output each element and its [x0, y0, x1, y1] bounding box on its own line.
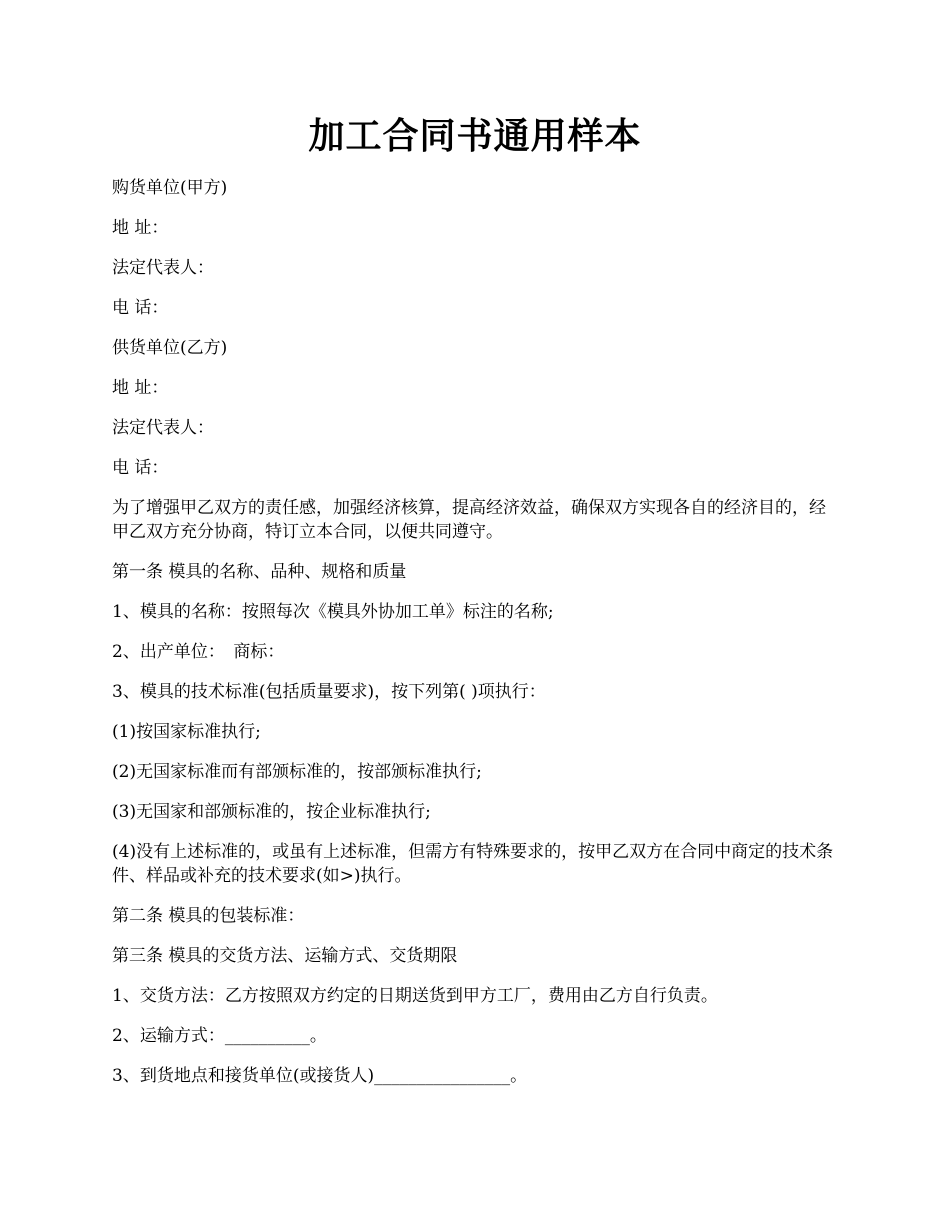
paragraph-article-3-item-3: 3、到货地点和接货单位(或接货人)________________。 [112, 1066, 528, 1086]
paragraph-supplier-unit: 供货单位(乙方) [112, 338, 228, 358]
document-title: 加工合同书通用样本 [308, 115, 642, 157]
paragraph-preamble: 为了增强甲乙双方的责任感，加强经济核算，提高经济效益，确保双方实现各自的经济目的，经甲乙双方充分协商，特订立本合同，以便共同遵守。 [112, 498, 826, 542]
paragraph-article-2-heading: 第二条 模具的包装标准： [112, 906, 305, 926]
paragraph-supplier-representative: 法定代表人： [112, 418, 214, 438]
paragraph-standard-1: (1)按国家标准执行; [112, 722, 261, 742]
paragraph-standard-3: (3)无国家和部颁标准的，按企业标准执行; [112, 802, 431, 822]
paragraph-buyer-unit: 购货单位(甲方) [112, 178, 228, 198]
paragraph-standard-2: (2)无国家标准而有部颁标准的，按部颁标准执行; [112, 762, 482, 782]
document-body [112, 176, 842, 1104]
paragraph-article-1-item-2: 2、出产单位： 商标： [112, 642, 285, 662]
paragraph-article-3-heading: 第三条 模具的交货方法、运输方式、交货期限 [112, 946, 458, 966]
paragraph-supplier-address: 地 址： [112, 378, 169, 398]
paragraph-article-1-item-3: 3、模具的技术标准(包括质量要求)，按下列第( )项执行： [112, 682, 546, 702]
paragraph-article-3-item-2: 2、运输方式：__________。 [112, 1026, 327, 1046]
paragraph-article-1-heading: 第一条 模具的名称、品种、规格和质量 [112, 562, 407, 582]
paragraph-buyer-phone: 电 话： [112, 298, 169, 318]
paragraph-buyer-representative: 法定代表人： [112, 258, 214, 278]
paragraph-buyer-address: 地 址： [112, 218, 169, 238]
paragraph-standard-4: (4)没有上述标准的，或虽有上述标准，但需方有特殊要求的，按甲乙双方在合同中商定的技术条件、样品或补充的技术要求(如>)执行。 [112, 842, 834, 886]
paragraph-article-1-item-1: 1、模具的名称：按照每次《模具外协加工单》标注的名称; [112, 602, 554, 622]
paragraph-article-3-item-1: 1、交货方法：乙方按照双方约定的日期送货到甲方工厂，费用由乙方自行负责。 [112, 986, 718, 1006]
paragraph-supplier-phone: 电 话： [112, 458, 169, 478]
